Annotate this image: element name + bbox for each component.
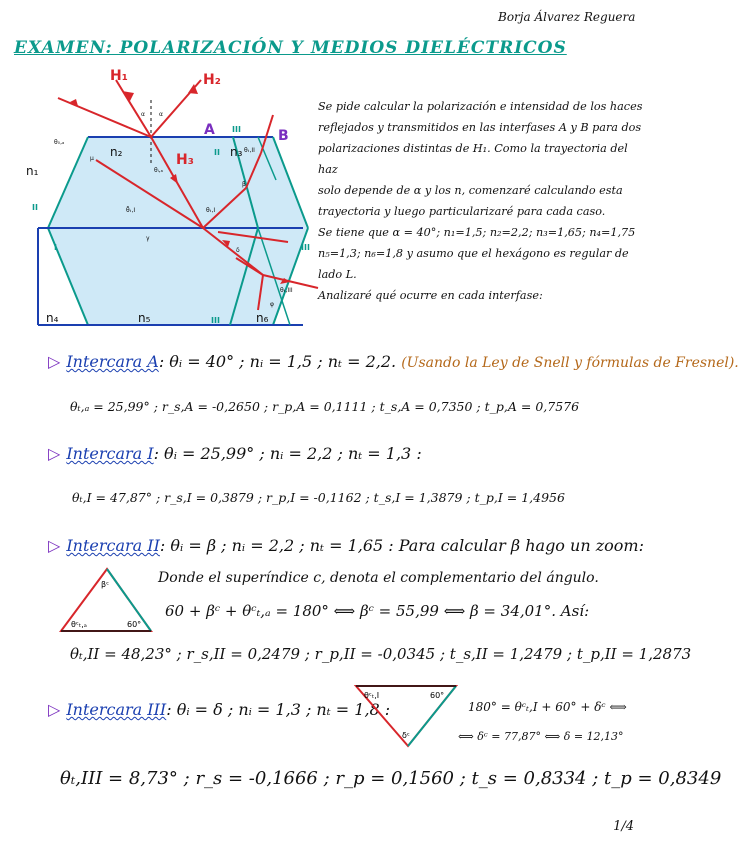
description-line: n₅=1,3; n₆=1,8 y asumo que el hexágono es regular de lado L. bbox=[318, 247, 629, 281]
section-a-results: θₜ,ₐ = 25,99° ; r_s,A = -0,2650 ; r_p,A = 0,1111 ; t_s,A = 0,7350 ; t_p,A = 0,7576 bbox=[70, 399, 580, 414]
tri-delta-right: 60° bbox=[430, 691, 445, 700]
mu-label: μ bbox=[90, 155, 94, 162]
zoom-triangle-beta bbox=[55, 565, 155, 637]
triangle-bullet-icon: ▷ bbox=[48, 352, 61, 371]
n4-label: n₄ bbox=[46, 311, 59, 325]
section-i-formula: : θᵢ = 25,99° ; nᵢ = 2,2 ; nₜ = 1,3 : bbox=[153, 444, 422, 463]
interface-i-label: I bbox=[54, 243, 57, 252]
section-i-label: Intercara I bbox=[66, 444, 154, 463]
triangle-bullet-icon: ▷ bbox=[48, 444, 61, 463]
tri-beta-left: θᶜₜ,ₐ bbox=[71, 620, 87, 629]
hexagon-diagram bbox=[18, 60, 318, 350]
h1-label: H₁ bbox=[110, 68, 128, 84]
theta-tii-label: θₜ,II bbox=[244, 147, 255, 154]
triangle-bullet-icon: ▷ bbox=[48, 700, 61, 719]
gamma-label: γ bbox=[146, 235, 150, 242]
triangle-bullet-icon: ▷ bbox=[48, 536, 61, 555]
description-line: solo depende de α y los n, comenzaré calculando esta bbox=[318, 184, 623, 197]
page-title: EXAMEN: POLARIZACIÓN Y MEDIOS DIELÉCTRICOS bbox=[14, 38, 567, 58]
interface-iii-label: III bbox=[301, 243, 310, 252]
zoom-equation: 60 + βᶜ + θᶜₜ,ₐ = 180° ⟺ βᶜ = 55,99 ⟺ β = 34,01°. Así: bbox=[165, 602, 590, 620]
delta-label: δ bbox=[236, 247, 240, 254]
description-line: Analizaré qué ocurre en cada interfase: bbox=[318, 289, 543, 302]
author-name: Borja Álvarez Reguera bbox=[498, 10, 636, 24]
n2-label: n₂ bbox=[110, 145, 123, 159]
section-a-formula: : θᵢ = 40° ; nᵢ = 1,5 ; nₜ = 2,2. bbox=[158, 352, 397, 371]
zoom-triangle-delta bbox=[350, 682, 462, 752]
interface-a-label: A bbox=[204, 122, 215, 138]
beta-label: β bbox=[242, 181, 246, 188]
section-iii-results: θₜ,III = 8,73° ; r_s = -0,1666 ; r_p = 0,1560 ; t_s = 0,8334 ; t_p = 0,8349 bbox=[60, 768, 722, 789]
section-ii-results: θₜ,II = 48,23° ; r_s,II = 0,2479 ; r_p,II = -0,0345 ; t_s,II = 1,2479 ; t_p,II = 1,2873 bbox=[70, 645, 692, 663]
n3-label: n₃ bbox=[230, 145, 243, 159]
tri-delta-bottom: δᶜ bbox=[402, 731, 410, 740]
description-line: reflejados y transmitidos en las interfases A y B para dos bbox=[318, 121, 642, 134]
section-a-note: (Usando la Ley de Snell y fórmulas de Fresnel). bbox=[401, 355, 739, 371]
section-i-results: θₜ,I = 47,87° ; r_s,I = 0,3879 ; r_p,I = -0,1162 ; t_s,I = 1,3879 ; t_p,I = 1,4956 bbox=[72, 490, 565, 505]
h3-label: H₃ bbox=[176, 152, 194, 168]
theta-tiii-label: θₜ,III bbox=[280, 287, 293, 294]
section-iii-label: Intercara III bbox=[66, 700, 167, 719]
phi-label: φ bbox=[270, 301, 274, 308]
tri-beta-top: βᶜ bbox=[101, 580, 110, 589]
problem-description bbox=[318, 96, 648, 306]
section-ii-label: Intercara II bbox=[66, 536, 160, 555]
n6-label: n₆ bbox=[256, 311, 269, 325]
theta-ia-label: θᵢ,ₐ bbox=[154, 167, 163, 174]
n5-label: n₅ bbox=[138, 311, 151, 325]
section-ii-formula: : θᵢ = β ; nᵢ = 2,2 ; nₜ = 1,65 : Para calcular β hago un zoom: bbox=[159, 536, 644, 555]
interface-ii-b-label: II bbox=[32, 203, 38, 212]
alpha2-label: α bbox=[159, 111, 163, 118]
section-a-label: Intercara A bbox=[66, 352, 159, 371]
tri-beta-right: 60° bbox=[127, 620, 142, 629]
zoom-explanation: Donde el superíndice c, denota el complementario del ángulo. bbox=[158, 570, 599, 586]
description-line: Se pide calcular la polarización e intensidad de los haces bbox=[318, 100, 643, 113]
n1-label: n₁ bbox=[26, 164, 39, 178]
alpha-label: α bbox=[141, 111, 145, 118]
theta-tb-label: θ̃ₜ,I bbox=[126, 207, 136, 214]
section-ii-heading bbox=[48, 536, 644, 555]
interface-ii-label: II bbox=[214, 148, 220, 157]
section-i-heading bbox=[48, 444, 422, 463]
h2-label: H₂ bbox=[203, 72, 221, 88]
tri-delta-left: θᶜₜ,I bbox=[364, 691, 380, 700]
description-line: polarizaciones distintas de H₁. Como la trayectoria del haz bbox=[318, 142, 628, 176]
description-line: Se tiene que α = 40°; n₁=1,5; n₂=2,2; n₃=1,65; n₄=1,75 bbox=[318, 226, 636, 239]
interface-iii-c-label: III bbox=[211, 316, 220, 325]
interface-iii-b-label: III bbox=[232, 125, 241, 134]
section-a-heading bbox=[48, 352, 739, 371]
theta-oa-label: θ₀,ₐ bbox=[54, 139, 65, 146]
description-line: trayectoria y luego particularizaré para cada caso. bbox=[318, 205, 606, 218]
theta-ti-label: θₜ,I bbox=[206, 207, 216, 214]
page-number: 1/4 bbox=[613, 819, 634, 834]
section-iii-formula: : θᵢ = δ ; nᵢ = 1,3 ; nₜ = 1,8 : bbox=[166, 700, 391, 719]
interface-b-label: B bbox=[278, 128, 289, 144]
delta-equation-1: 180° = θᶜₜ,I + 60° + δᶜ ⟺ bbox=[468, 700, 627, 714]
delta-equation-2: ⟺ δᶜ = 77,87° ⟺ δ = 12,13° bbox=[458, 730, 624, 743]
section-iii-heading bbox=[48, 700, 390, 719]
